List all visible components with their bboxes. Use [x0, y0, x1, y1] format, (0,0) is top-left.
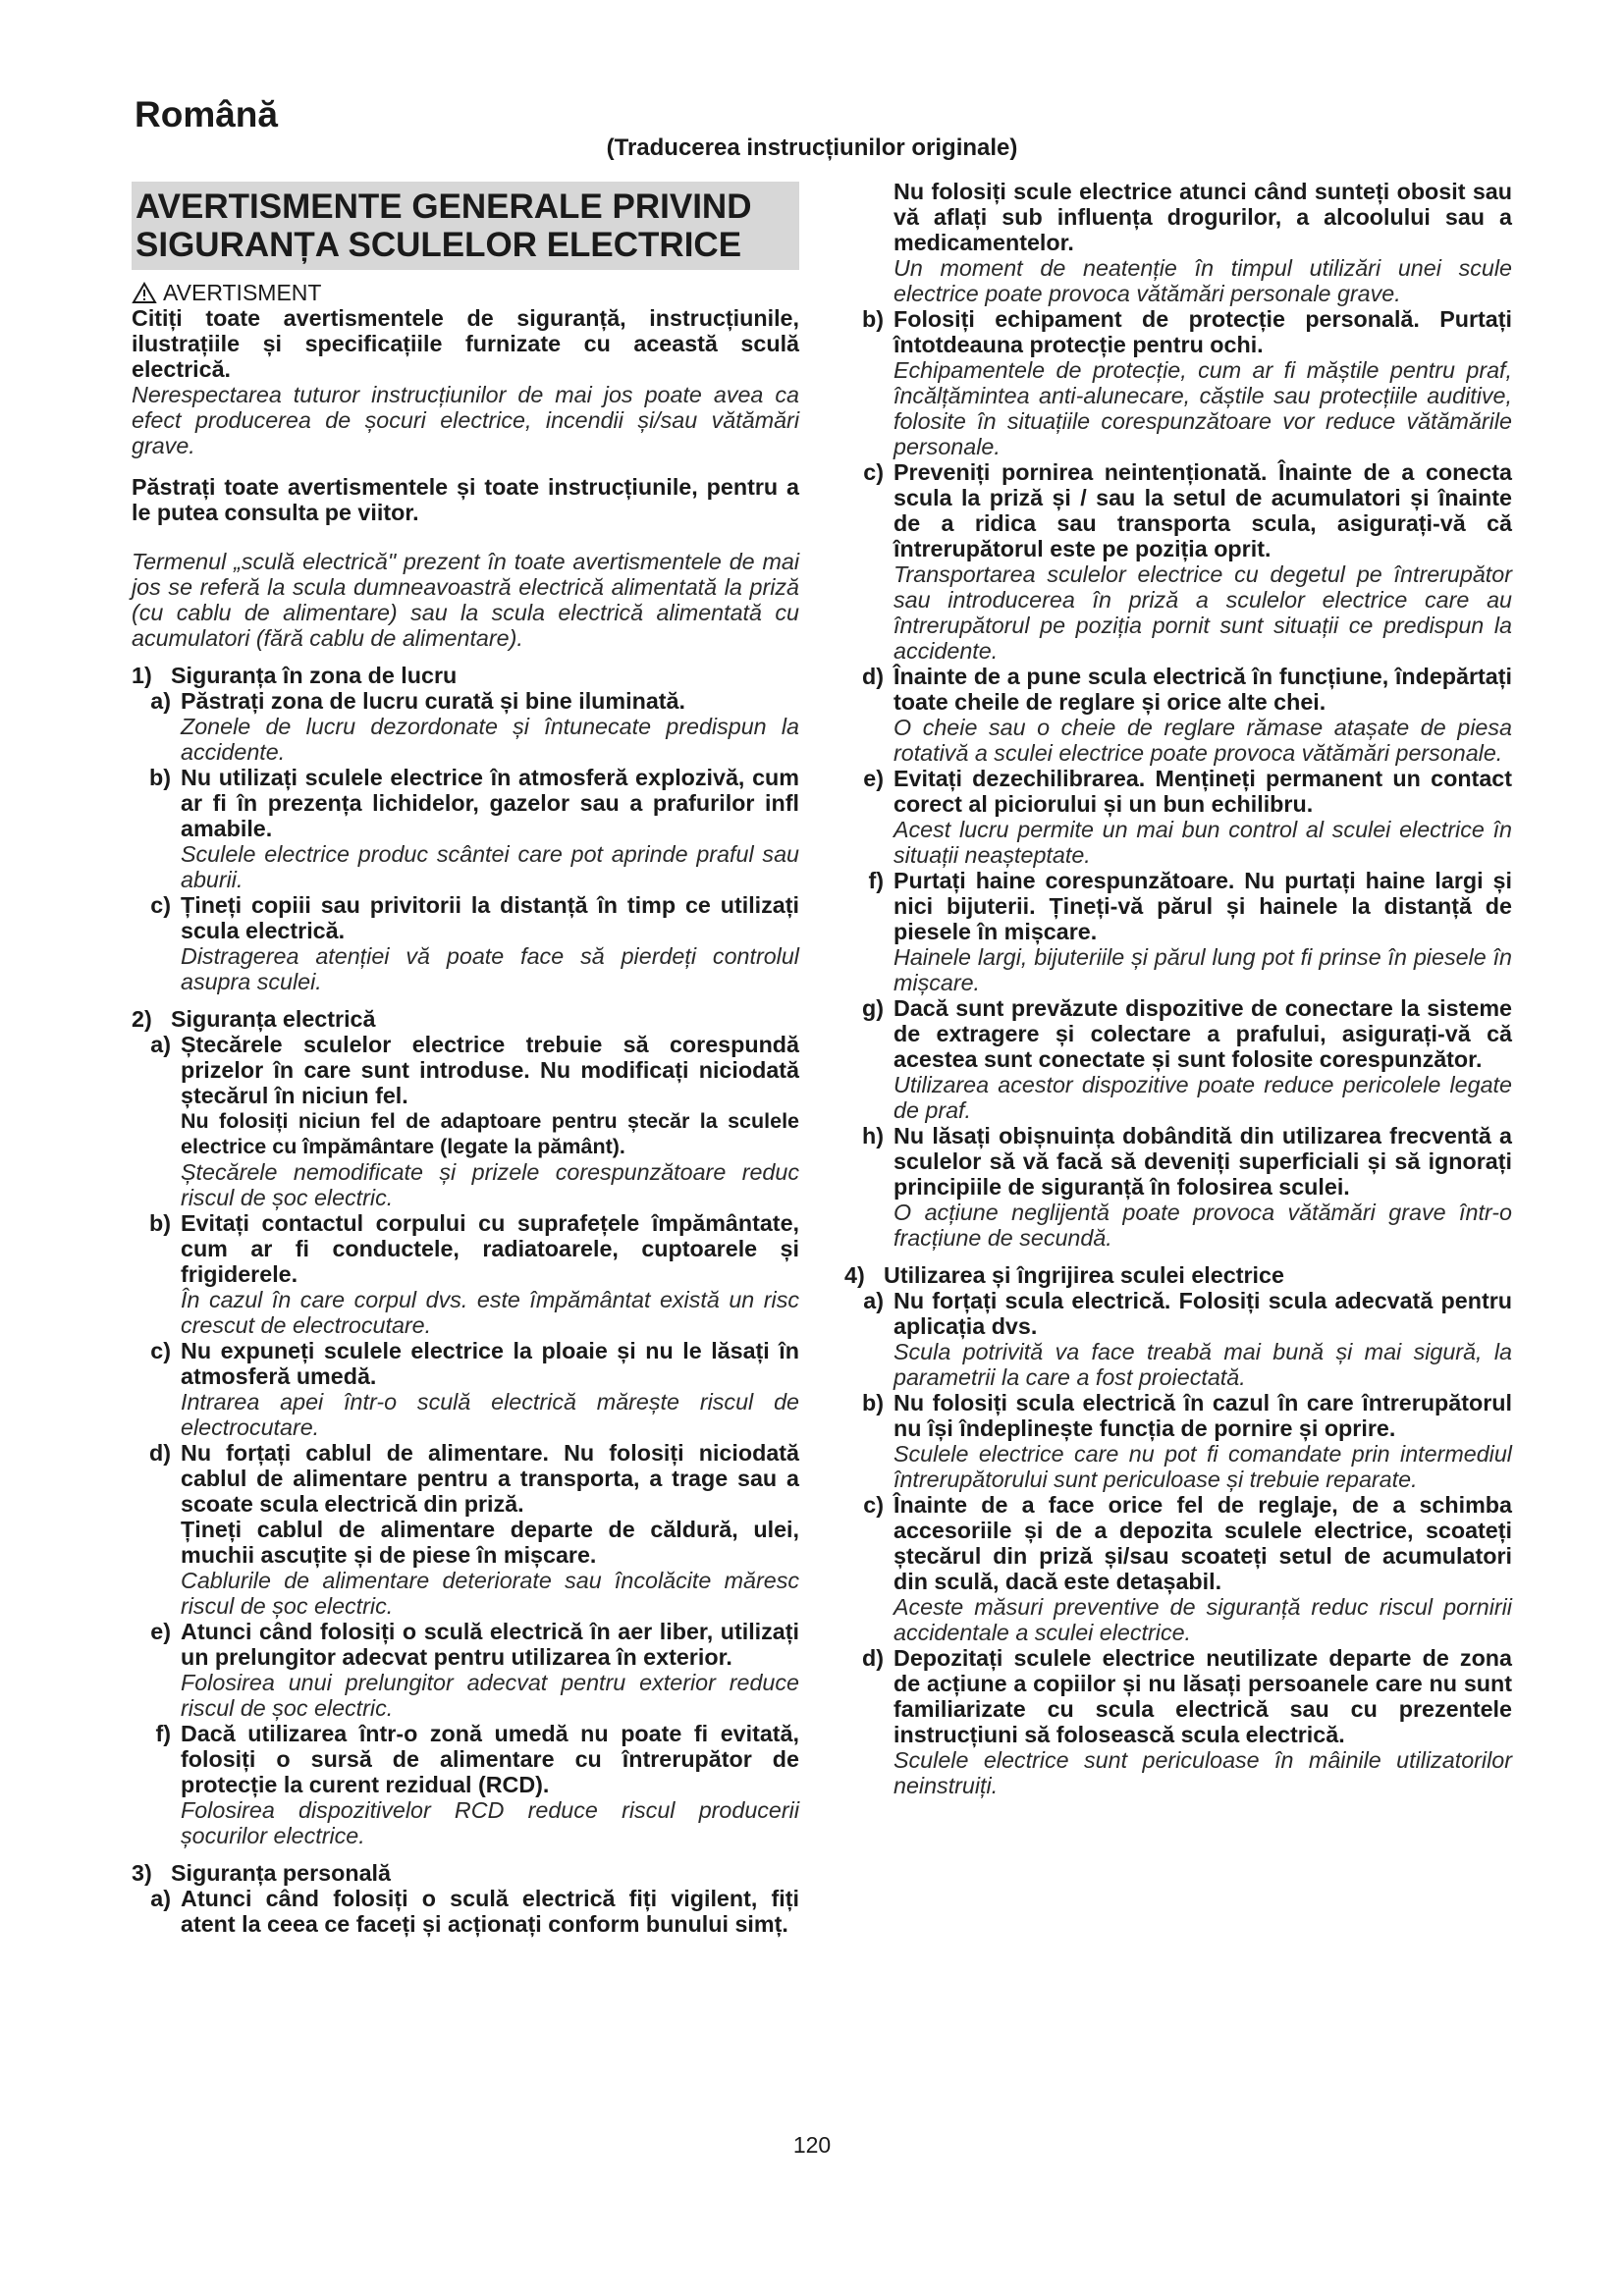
list-item: e) Evitați dezechilibrarea. Mențineți permanent un contact corect al piciorului și un bun echilibru. Acest lucru permite un mai bun control al sculei electrice în situații neașteptate.	[863, 766, 1512, 868]
warning-label: AVERTISMENT	[163, 280, 322, 305]
term-definition: Termenul „sculă electrică" prezent în toate avertismentele de mai jos se referă la scula dumneavoastră electrică alimentată la priză (cu cablu de alimentare) sau la scula electrică alimentată cu acumulatori (fără cablu de alimentare).	[132, 549, 799, 651]
list-item: e) Atunci când folosiți o sculă electrică în aer liber, utilizați un prelungitor adecvat pentru utilizarea în exterior. Folosirea unui prelungitor adecvat pentru exterior reduce riscul de șoc electric.	[150, 1619, 799, 1721]
intro-bold: Citiți toate avertismentele de siguranță, instrucțiunile, ilustrațiile și specificațiile furnizate cu această sculă electrică.	[132, 305, 799, 382]
list-item: b) Nu folosiți scula electrică în cazul în care întrerupătorul nu își îndeplinește funcția de pornire și oprire. Sculele electrice care nu pot fi comandate prin intermediul întrerupătorului sunt periculoase și trebuie reparate.	[862, 1390, 1512, 1492]
keep-instructions: Păstrați toate avertismentele și toate instrucțiunile, pentru a le putea consulta pe viitor.	[132, 474, 799, 525]
list-item: c) Nu expuneți sculele electrice la ploaie și nu le lăsați în atmosferă umedă. Intrarea apei într-o sculă electrică mărește riscul de electrocutare.	[150, 1338, 799, 1440]
list-item: f) Dacă utilizarea într-o zonă umedă nu poate fi evitată, folosiți o sursă de alimentare cu întrerupător de protecție la curent rezidual (RCD). Folosirea dispozitivelor RCD reduce riscul producerii șocurilor electrice.	[155, 1721, 799, 1848]
list-item: d) Depozitați sculele electrice neutilizate departe de zona de acțiune a copiilor și nu lăsați persoanele care nu sunt familiarizate cu scula electrică sau cu prezentele instrucțiuni să folosească scula electrică. Sculele electrice sunt periculoase în mâinile utilizatorilor neinstruiți.	[862, 1645, 1512, 1798]
list-item: b) Folosiți echipament de protecție personală. Purtați întotdeauna protecție pentru ochi. Echipamentele de protecție, cum ar fi măștile pentru praf, încălțămintea anti-alunecare, căștile sau protecțiile auditive, folosite în situațiile corespunzătoare vor reduce vătămările personale.	[862, 306, 1512, 459]
intro-italic: Nerespectarea tuturor instrucțiunilor de mai jos poate avea ca efect producerea de șocuri electrice, incendii și/sau vătămări grave.	[132, 382, 799, 458]
section-title: AVERTISMENTE GENERALE PRIVIND SIGURANȚA SCULELOR ELECTRICE	[132, 182, 799, 270]
warning-heading	[132, 280, 799, 305]
list-item: a) Păstrați zona de lucru curată și bine iluminată. Zonele de lucru dezordonate și întunecate predispun la accidente.	[150, 688, 799, 765]
list-item: d) Înainte de a pune scula electrică în funcțiune, îndepărtați toate cheile de reglare și orice alte chei. O cheie sau o cheie de reglare rămase atașate de piesa rotativă a sculei electrice poate provoca vătămări personale.	[862, 664, 1512, 766]
list-item: c) Țineți copiii sau privitorii la distanță în timp ce utilizați scula electrică. Distragerea atenției vă poate face să pierdeți controlul asupra sculei.	[150, 892, 799, 994]
page-number: 120	[792, 2132, 832, 2158]
section-3-heading: 3) Siguranța personală	[132, 1860, 391, 1886]
section-4-heading: 4) Utilizarea și îngrijirea sculei electrice	[844, 1262, 1284, 1288]
list-item: g) Dacă sunt prevăzute dispozitive de conectare la sisteme de extragere și colectare a prafului, asigurați-vă că acestea sunt conectate și sunt folosite corespunzător. Utilizarea acestor dispozitive poate reduce pericolele legate de praf.	[862, 995, 1512, 1123]
list-item: c) Înainte de a face orice fel de reglaje, de a schimba accesoriile și de a depozita sculele electrice, scoateți ștecărul din priză și/sau scoateți setul de acumulatori din sculă, dacă este detașabil. Aceste măsuri preventive de siguranță reduc riscul pornirii accidentale a sculei electrice.	[863, 1492, 1512, 1645]
list-item: b) Evitați contactul corpului cu suprafețele împământate, cum ar fi conductele, radiatoarele, cuptoarele și frigiderele. În cazul în care corpul dvs. este împământat există un risc crescut de electrocutare.	[149, 1210, 799, 1338]
list-item: a) Atunci când folosiți o sculă electrică fiți vigilent, fiți atent la ceea ce faceți și acționați conform bunului simț.	[150, 1886, 799, 1937]
list-item: c) Preveniți pornirea neintenționată. Înainte de a conecta scula la priză și / sau la setul de acumulatori și înainte de a ridica sau transporta scula, asigurați-vă că întrerupătorul este pe poziția oprit. Transportarea sculelor electrice cu degetul pe întrerupător sau introducerea în priză a sculelor electrice care au întrerupătorul pe poziția pornit sunt situații ce predispun la accidente.	[863, 459, 1512, 664]
left-column	[132, 179, 799, 1937]
translation-subtitle: (Traducerea instrucțiunilor originale)	[606, 134, 1018, 161]
right-column	[844, 179, 1512, 1798]
section-1-heading: 1) Siguranța în zona de lucru	[132, 663, 458, 688]
list-item: f) Purtați haine corespunzătoare. Nu purtați haine largi și nici bijuterii. Țineți-vă părul și hainele la distanță de piesele în mișcare. Hainele largi, bijuteriile și părul lung pot fi prinse în piesele în mișcare.	[868, 868, 1512, 995]
list-item: h) Nu lăsați obișnuința dobândită din utilizarea frecventă a sculelor să vă facă să deveniți superficiali și să ignorați principiile de siguranță în folosirea sculei. O acțiune neglijentă poate provoca vătămări grave într-o fracțiune de secundă.	[862, 1123, 1512, 1251]
section-2-heading: 2) Siguranța electrică	[132, 1006, 376, 1032]
list-item: b) Nu utilizați sculele electrice în atmosferă explozivă, cum ar fi în prezența lichidelor, gazelor sau a prafurilor infl amabile. Sculele electrice produc scântei care pot aprinde praful sau aburii.	[149, 765, 799, 892]
list-item: a) Nu forțați scula electrică. Folosiți scula adecvată pentru aplicația dvs. Scula potrivită va face treabă mai bună și mai sigură, la parametrii la care a fost proiectată.	[863, 1288, 1512, 1390]
list-item: d) Nu forțați cablul de alimentare. Nu folosiți niciodată cablul de alimentare pentru a transporta, a trage sau a scoate scula electrică din priză. Țineți cablul de alimentare departe de căldură, ulei, muchii ascuțite și de piese în mișcare. Cablurile de alimentare deteriorate sau încolăcite măresc riscul de șoc electric.	[149, 1440, 799, 1619]
list-item: Nu folosiți scule electrice atunci când sunteți obosit sau vă aflați sub influența drogurilor, a alcoolului sau a medicamentelor. Un moment de neatenție în timpul utilizări unei scule electrice poate provoca vătămări personale grave.	[893, 179, 1512, 306]
list-item: a) Ștecărele sculelor electrice trebuie să corespundă prizelor în care sunt introduse. Nu modificați niciodată ștecărul în niciun fel. Nu folosiți niciun fel de adaptoare pentru ștecăr la sculele electrice cu împământare (legate la pământ). Ștecărele nemodificate și prizele corespunzătoare reduc riscul de șoc electric.	[150, 1032, 799, 1210]
warning-triangle-icon	[132, 282, 157, 304]
language-heading: Română	[135, 94, 278, 134]
